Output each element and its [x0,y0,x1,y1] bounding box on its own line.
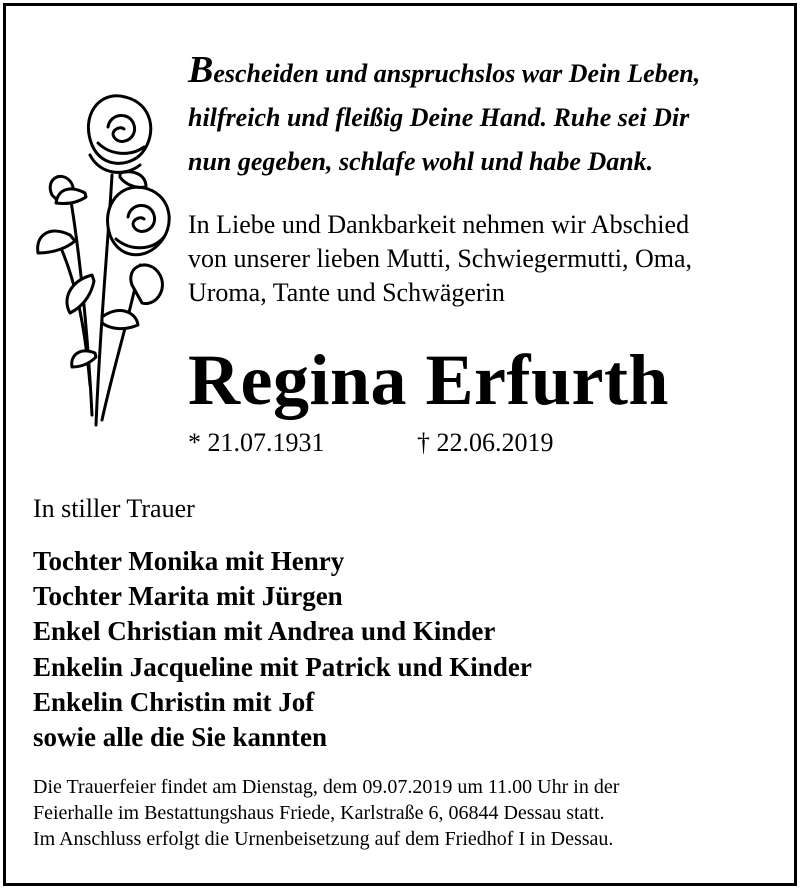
mourner: Tochter Marita mit Jürgen [33,581,343,612]
mourner: Tochter Monika mit Henry [33,546,345,576]
mourner: sowie alle die Sie kannten [33,722,328,753]
deceased-name: Regina Erfurth [188,340,669,420]
death-date: † 22.06.2019 [417,428,554,457]
notice-line-1: Die Trauerfeier findet am Dienstag, dem 09.07.2019 um 11.00 Uhr in der [33,776,620,798]
mourner: Enkel Christian mit Andrea und Kinder [33,616,496,647]
poem [188,48,788,184]
intro-line-1: In Liebe und Dankbarkeit nehmen wir Abschied [188,210,690,239]
mourner: Enkelin Jacqueline mit Patrick und Kinder [33,651,532,682]
birth-date: * 21.07.1931 [188,428,325,457]
intro-line-3: Uroma, Tante und Schwägerin [188,278,505,307]
poem-line-1: escheiden und anspruchslos war Dein Leben, [213,59,701,88]
poem-line-3: nun gegeben, schlafe wohl und habe Dank. [188,147,654,176]
poem-line-2: hilfreich und fleißig Deine Hand. Ruhe sei Dir [188,103,690,132]
funeral-notice [33,774,773,852]
mourner: Enkelin Christin mit Jof [33,686,315,717]
intro-line-2: von unserer lieben Mutti, Schwiegermutti, Oma, [188,244,693,273]
farewell-intro [188,208,788,310]
mourners-list [33,544,532,755]
notice-line-2: Feierhalle im Bestattungshaus Friede, Karlstraße 6, 06844 Dessau statt. [33,802,605,824]
rose-bouquet-icon [30,85,180,435]
notice-line-3: Im Anschluss erfolgt die Urnenbeisetzung auf dem Friedhof I in Dessau. [33,828,614,850]
poem-initial: B [188,49,214,91]
mourning-heading: In stiller Trauer [33,494,195,523]
